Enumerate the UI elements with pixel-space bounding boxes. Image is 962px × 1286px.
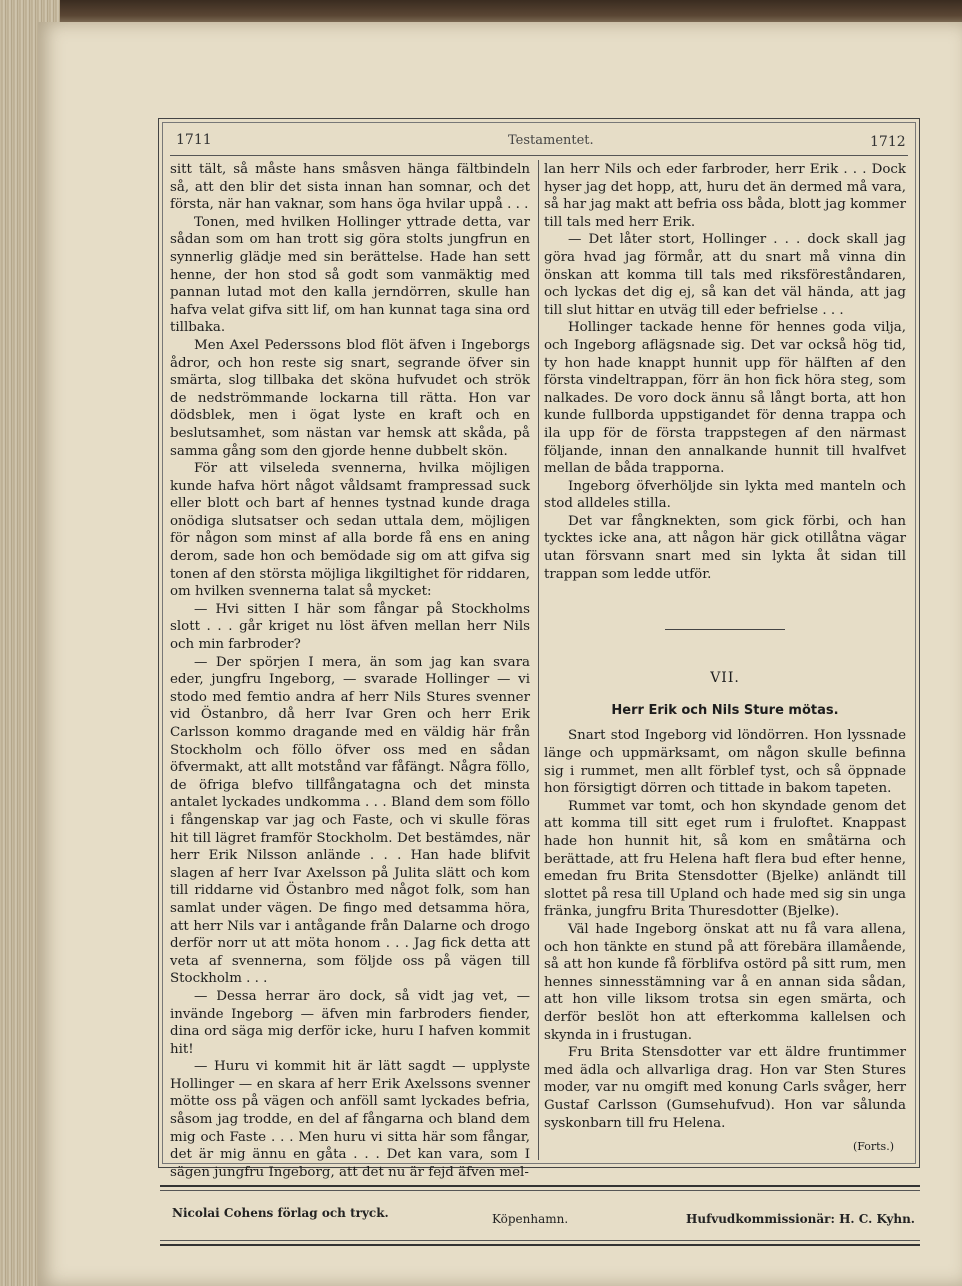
column-divider (538, 160, 539, 1160)
left-page-number: 1711 (176, 132, 212, 148)
left-column (170, 161, 530, 1181)
footer-commission: Hufvudkommissionär: H. C. Kyhn. (686, 1212, 915, 1226)
paragraph: Fru Brita Stensdotter var ett äldre fruntimmer med ädla och allvarliga drag. Hon var Sten Stures moder, var nu omgift med konung Carls svåger, herr Gustaf Carlsson (Gumsehufvud). Hon var sålunda syskonbarn till fru Helena. (544, 1045, 906, 1131)
paragraph: För att vilseleda svennerna, hvilka möjligen kunde hafva hört något våldsamt frampressad suck eller blott och bart af hennes tystnad kunde draga onödiga slutsatser och sedan uttala dem, möjligen för någon som minst af alla borde få ens en aning derom, sade hon och bemödade sig om att gifva sig tonen af den största möjliga likgiltighet för riddaren, om hvilken svennerna talat så mycket: (170, 461, 530, 600)
footer-rule (160, 1240, 920, 1241)
right-column (544, 161, 906, 1156)
chapter-title: Herr Erik och Nils Sture mötas. (611, 702, 839, 718)
section-separator (665, 629, 785, 630)
paragraph: Hollinger tackade henne för hennes goda vilja, och Ingeborg aflägsnade sig. Det var också hög tid, ty hon hade knappt hunnit upp för hälften af den första vindeltrappan, förr än hon fick höra steg, som nalkades. De voro dock ännu så långt borta, att hon kunde fullborda uppstigandet för denna trappa och ila upp för de första trappstegen af den närmast följande, innan den annalkande hunnit till hvalfvet mellan de båda trapporna. (544, 320, 906, 477)
paragraph: Tonen, med hvilken Hollinger yttrade detta, var sådan som om han trott sig göra stolts jungfrun en synnerlig glädje med sin berättelse. Hade han sett henne, der hon stod så godt som vanmäktig med pannan lutad mot den kalla jerndörren, skulle han hafva velat gifva sitt lif, om han kunnat taga sina ord tillbaka. (170, 214, 530, 336)
footer-rule (160, 1185, 920, 1187)
continued-note: (Forts.) (852, 1140, 894, 1154)
paragraph: — Huru vi kommit hit är lätt sagdt — upplyste Hollinger — en skara af herr Erik Axelssons svenner mötte oss på vägen och anföll samt lyckades befria, såsom jag trodde, en del af fångarna och bland dem mig och Faste . . . Men huru vi sitta här som fångar, det är mig ännu en gåta . . . Det kan vara, som I sägen jungfru Ingeborg, att det nu är fejd äfven mel- (170, 1059, 530, 1180)
footer-rule (160, 1244, 920, 1246)
footer-rule (160, 1190, 920, 1191)
chapter-number: VII. (710, 670, 740, 687)
paragraph: — Det låter stort, Hollinger . . . dock skall jag göra hvad jag förmår, att du snart må vinna din önskan att komma till tals med riksföreståndaren, och lyckas det dig ej, så kan det väl hända, att jag till slut hittar en utväg till eder befrielse . . . (544, 232, 906, 318)
footer-publisher: Nicolai Cohens förlag och tryck. (172, 1206, 389, 1220)
paragraph: — Der spörjen I mera, än som jag kan svara eder, jungfru Ingeborg, — svarade Hollinger — vi stodo med femtio andra af herr Nils Stures svenner vid Östanbro, då herr Ivar Gren och herr Erik Carlsson kommo dragande med en väldig här från Stockholm och föllo öfver oss med en sådan öfvermakt, att allt motstånd var fåfängt. Några föllo, de öfriga blefvo tillfångatagna och det minsta antalet lyckades undkomma . . . Bland dem som föllo i fångenskap var jag och Faste, och vi skulle föras hit till lägret framför Stockholm. Det bestämdes, när herr Erik Nilsson anlände . . . Han hade blifvit slagen af herr Ivar Axelsson på Julita slätt och kom till riddarne vid Östanbro med något folk, som han samlat under vägen. De fingo med detsamma höra, att herr Nils var i antågande från Dalarne och drogo derför norr ut att möta honom . . . Jag fick detta att veta af svennerna, som följde oss på vägen till Stockholm . . . (170, 654, 530, 987)
paragraph: Men Axel Pederssons blod flöt äfven i Ingeborgs ådror, och hon reste sig snart, segrande öfver sin smärta, slog tillbaka det sköna hufvudet och strök de nedströmmande lockarna till rätta. Hon var dödsblek, men i ögat lyste en kraft och en beslutsamhet, som nästan var hemsk att skåda, på samma gång som den gjorde henne dubbelt skön. (170, 337, 530, 459)
running-title: Testamentet. (508, 133, 594, 148)
paragraph: lan herr Nils och eder farbroder, herr Erik . . . Dock hyser jag det hopp, att, huru det än dermed må vara, så har jag makt att befria oss båda, blott jag kommer till tals med herr Erik. (544, 162, 906, 230)
footer-city: Köpenhamn. (492, 1212, 569, 1226)
header-rule (170, 155, 908, 156)
right-page-number: 1712 (870, 134, 906, 150)
paragraph: Snart stod Ingeborg vid löndörren. Hon lyssnade länge och uppmärksamt, om någon skulle befinna sig i rummet, men allt förblef tyst, och så öppnade hon försigtigt dörren och tittade in bakom tapeten. (544, 728, 906, 797)
paragraph: Väl hade Ingeborg önskat att nu få vara allena, och hon tänkte en stund på att förebära illamående, så att hon kunde få förblifva ostörd på sitt rum, men hennes sinnesstämning var å en annan sida sådan, att hon ville liksom trotsa sin egen smärta, och derför beslöt hon att efterkomma kallelsen och skynda in i frustugan. (544, 921, 906, 1043)
paragraph: — Hvi sitten I här som fångar på Stockholms slott . . . går kriget nu löst äfven mellan herr Nils och min farbroder? (170, 601, 530, 653)
paragraph: Rummet var tomt, och hon skyndade genom det att komma till sitt eget rum i fruloftet. Knappast hade hon hunnit hit, så kom en småtärna och berättade, att fru Helena haft flera bud efter henne, emedan fru Brita Stensdotter (Bjelke) anländt till slottet på resa till Upland och hade med sig sin unga fränka, jungfru Brita Thuresdotter (Bjelke). (544, 798, 906, 920)
paragraph: Ingeborg öfverhöljde sin lykta med manteln och stod alldeles stilla. (544, 478, 906, 512)
paragraph: sitt tält, så måste hans småsven hänga fältbindeln så, att den blir det sista innan han somnar, och det första, när han vaknar, som hans öga hvilar uppå . . . (170, 162, 530, 213)
paragraph: — Dessa herrar äro dock, så vidt jag vet, — invände Ingeborg — äfven min farbroders fiender, dina ord säga mig derför icke, huru I hafven kommit hit! (170, 988, 530, 1057)
paragraph: Det var fångknekten, som gick förbi, och han tycktes icke ana, att någon här gick otillåtna vägar utan försvann snart med sin lykta åt sidan till trappan som ledde utför. (544, 513, 906, 582)
